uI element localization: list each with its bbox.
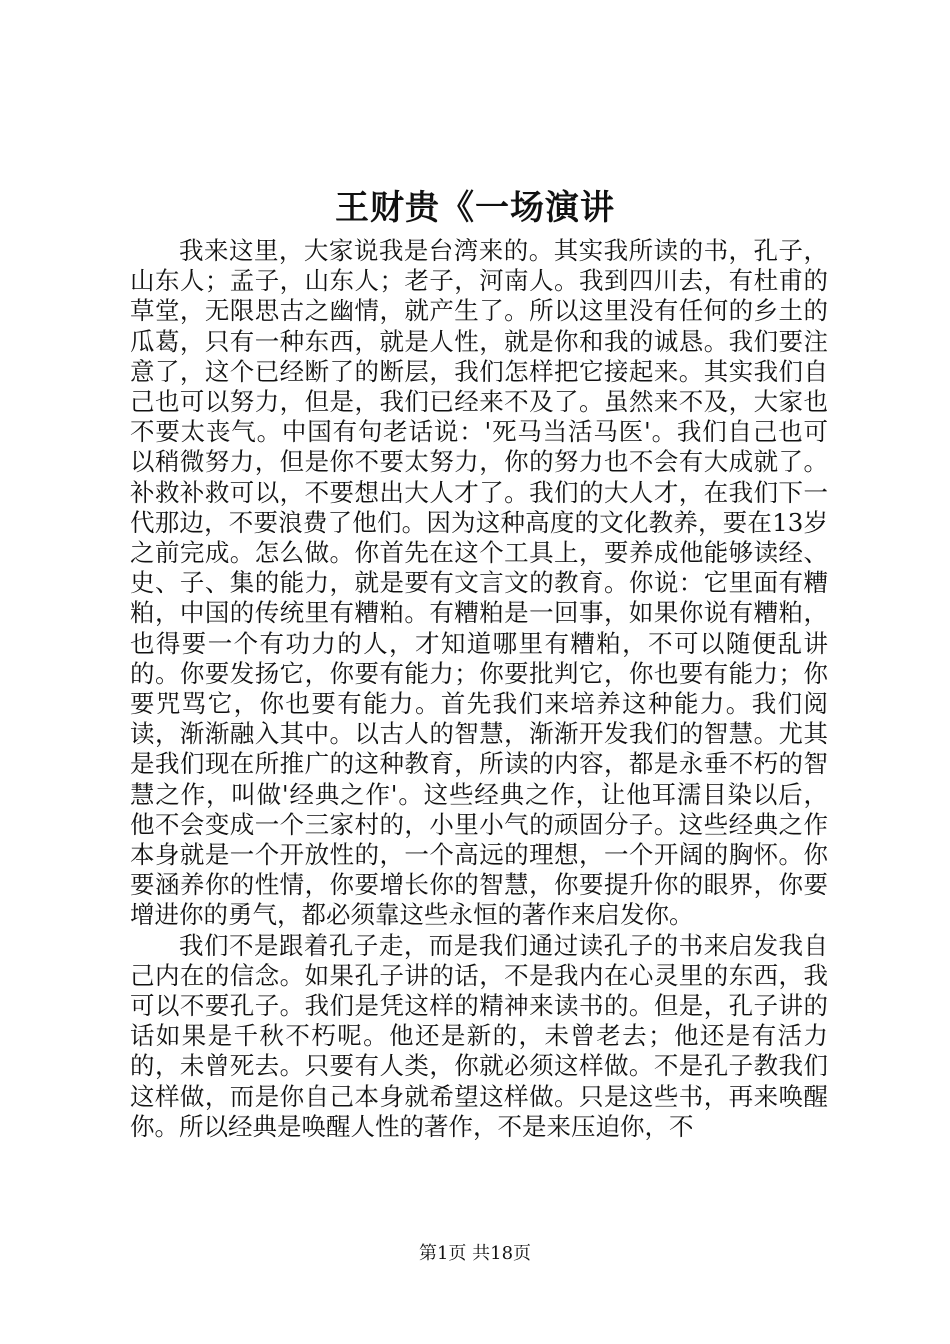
- document-title: 王财贵《一场演讲: [335, 188, 615, 228]
- document-body: [130, 236, 828, 1142]
- page-footer: 第1页 共18页: [418, 1243, 532, 1264]
- paragraph-1: 我来这里，大家说我是台湾来的。其实我所读的书，孔子，山东人；孟子，山东人；老子，河南人。我到四川去，有杜甫的草堂，无限思古之幽情，就产生了。所以这里没有任何的乡土的瓜葛，只有一种东西，就是人性，就是你和我的诚恳。我们要注意了，这个已经断了的断层，我们怎样把它接起来。其实我们自己也可以努力，但是，我们已经来不及了。虽然来不及，大家也不要太丧气。中国有句老话说：'死马当活马医'。我们自己也可以稍微努力，但是你不要太努力，你的努力也不会有大成就了。补救补救可以，不要想出大人才了。我们的大人才，在我们下一代那边，不要浪费了他们。因为这种高度的文化教养，要在13岁之前完成。怎么做。你首先在这个工具上，要养成他能够读经、史、子、集的能力，就是要有文言文的教育。你说：它里面有糟粕，中国的传统里有糟粕。有糟粕是一回事，如果你说有糟粕，也得要一个有功力的人，才知道哪里有糟粕，不可以随便乱讲的。你要发扬它，你要有能力；你要批判它，你也要有能力；你要咒骂它，你也要有能力。首先我们来培养这种能力。我们阅读，渐渐融入其中。以古人的智慧，渐渐开发我们的智慧。尤其是我们现在所推广的这种教育，所读的内容，都是永垂不朽的智慧之作，叫做'经典之作'。这些经典之作，让他耳濡目染以后，他不会变成一个三家村的，小里小气的顽固分子。这些经典之作本身就是一个开放性的，一个高远的理想，一个开阔的胸怀。你要涵养你的性情，你要增长你的智慧，你要提升你的眼界，你要增进你的勇气，都必须靠这些永恒的著作来启发你。: [130, 236, 828, 930]
- paragraph-2: 我们不是跟着孔子走，而是我们通过读孔子的书来启发我自己内在的信念。如果孔子讲的话，不是我内在心灵里的东西，我可以不要孔子。我们是凭这样的精神来读书的。但是，孔子讲的话如果是千秋不朽呢。他还是新的，未曾老去；他还是有活力的，未曾死去。只要有人类，你就必须这样做。不是孔子教我们这样做，而是你自己本身就希望这样做。只是这些书，再来唤醒你。所以经典是唤醒人性的著作，不是来压迫你，不: [130, 930, 828, 1141]
